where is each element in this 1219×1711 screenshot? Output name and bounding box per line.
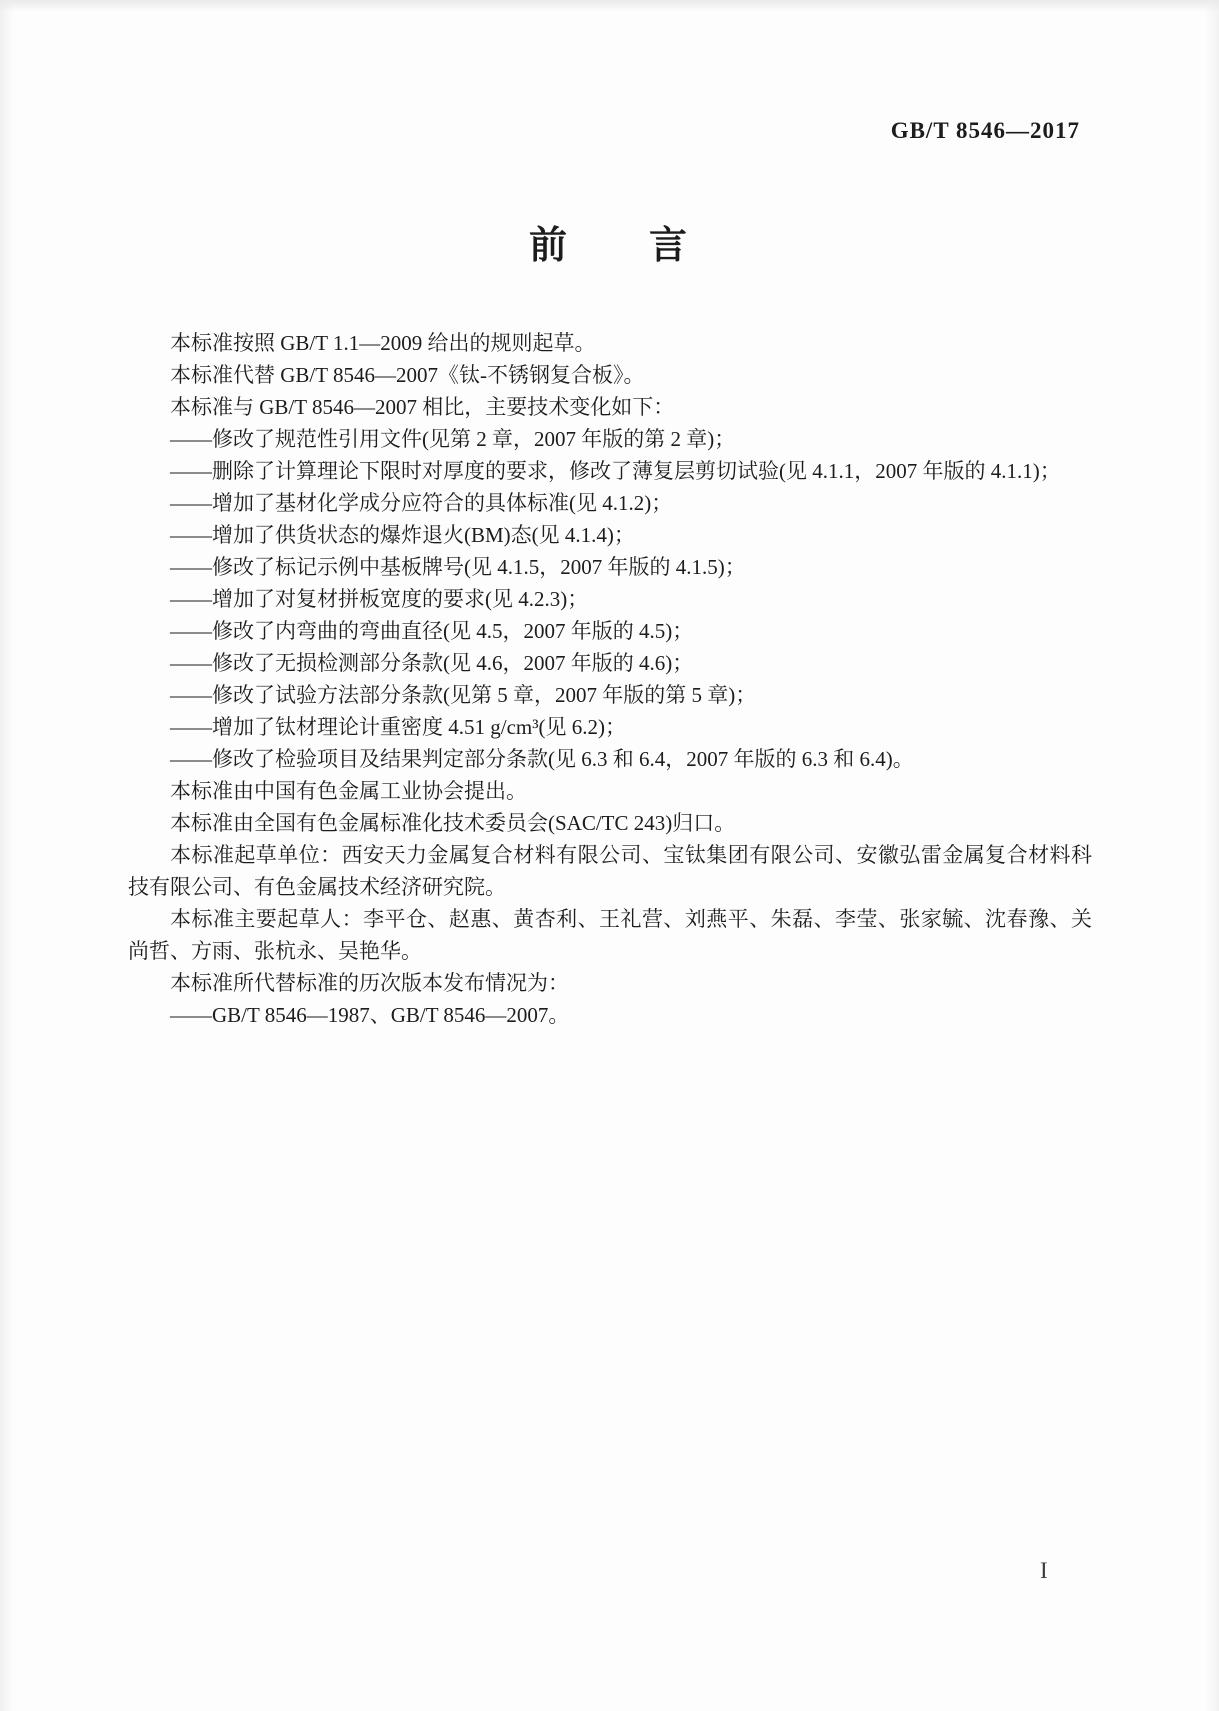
standard-code: GB/T 8546—2017 bbox=[890, 118, 1080, 143]
body-paragraph: 本标准代替 GB/T 8546—2007《钛-不锈钢复合板》。 bbox=[170, 363, 645, 387]
body-paragraph: ——修改了规范性引用文件(见第 2 章，2007 年版的第 2 章)； bbox=[170, 427, 736, 451]
body-paragraph: ——增加了钛材理论计重密度 4.51 g/cm³(见 6.2)； bbox=[170, 715, 627, 739]
page-title: 前 言 bbox=[528, 225, 689, 267]
body-paragraph: 本标准由中国有色金属工业协会提出。 bbox=[170, 779, 527, 803]
body-paragraph: ——GB/T 8546—1987、GB/T 8546—2007。 bbox=[170, 1003, 570, 1027]
body-paragraph: 本标准起草单位：西安天力金属复合材料有限公司、宝钛集团有限公司、安徽弘雷金属复合材料科技有限公司、有色金属技术经济研究院。 bbox=[128, 843, 1092, 899]
foreword-body bbox=[128, 327, 1092, 1031]
body-paragraph: ——增加了对复材拼板宽度的要求(见 4.2.3)； bbox=[170, 587, 589, 611]
body-paragraph: 本标准按照 GB/T 1.1—2009 给出的规则起草。 bbox=[170, 331, 596, 355]
page-number: I bbox=[1040, 1558, 1048, 1583]
body-paragraph: 本标准由全国有色金属标准化技术委员会(SAC/TC 243)归口。 bbox=[170, 811, 736, 835]
body-paragraph: ——修改了试验方法部分条款(见第 5 章，2007 年版的第 5 章)； bbox=[170, 683, 757, 707]
body-paragraph: ——增加了基材化学成分应符合的具体标准(见 4.1.2)； bbox=[170, 491, 673, 515]
body-paragraph: 本标准所代替标准的历次版本发布情况为： bbox=[170, 971, 569, 995]
body-paragraph: ——增加了供货状态的爆炸退火(BM)态(见 4.1.4)； bbox=[170, 523, 635, 547]
body-paragraph: ——修改了标记示例中基板牌号(见 4.1.5，2007 年版的 4.1.5)； bbox=[170, 555, 746, 579]
body-paragraph: 本标准与 GB/T 8546—2007 相比，主要技术变化如下： bbox=[170, 395, 675, 419]
body-paragraph: ——修改了检验项目及结果判定部分条款(见 6.3 和 6.4，2007 年版的 6.3 和 6.4)。 bbox=[170, 747, 914, 771]
body-paragraph: ——删除了计算理论下限时对厚度的要求，修改了薄复层剪切试验(见 4.1.1，2007 年版的 4.1.1)； bbox=[170, 459, 1061, 483]
body-paragraph: 本标准主要起草人：李平仓、赵惠、黄杏利、王礼营、刘燕平、朱磊、李莹、张家毓、沈春豫、关尚哲、方雨、张杭永、吴艳华。 bbox=[128, 907, 1092, 963]
body-paragraph: ——修改了无损检测部分条款(见 4.6，2007 年版的 4.6)； bbox=[170, 651, 694, 675]
body-paragraph: ——修改了内弯曲的弯曲直径(见 4.5，2007 年版的 4.5)； bbox=[170, 619, 694, 643]
